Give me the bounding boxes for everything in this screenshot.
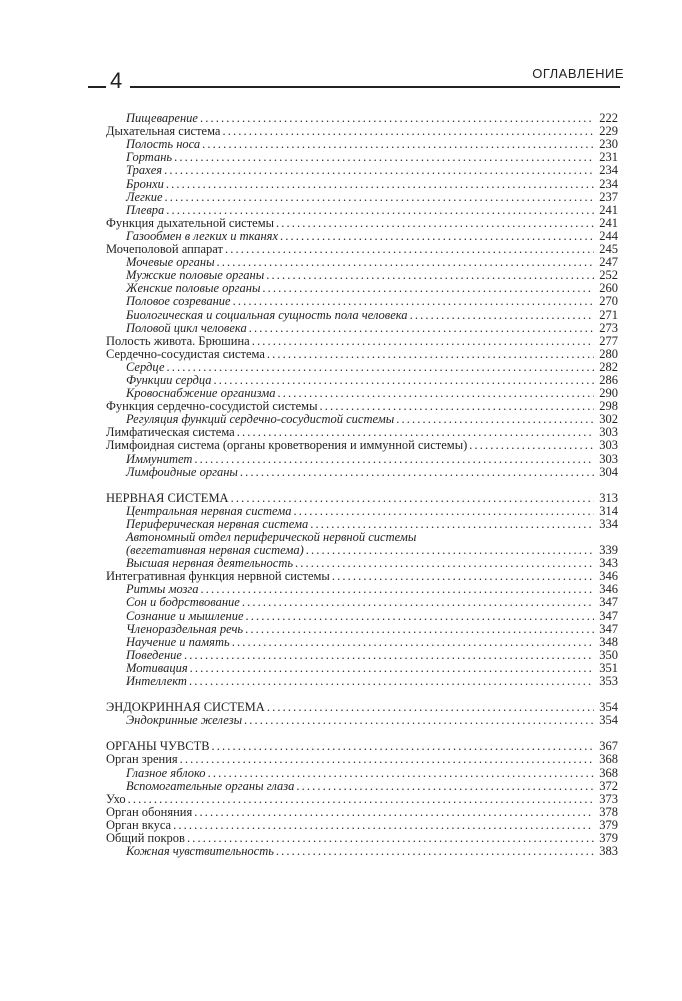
- dot-leader: [200, 112, 594, 125]
- page-number: 4: [110, 68, 123, 93]
- toc-entry: [106, 164, 618, 177]
- toc-entry-title: Иммунитет: [126, 451, 193, 466]
- toc-entry: [106, 662, 618, 675]
- toc-entry: [106, 701, 618, 714]
- section-gap: [106, 727, 618, 740]
- toc-entry-title: Ритмы мозга: [126, 582, 199, 597]
- toc-entry-page: 303: [599, 438, 618, 453]
- toc-entry-title: Центральная нервная система: [126, 503, 292, 518]
- dot-leader: [276, 845, 594, 858]
- toc-entry: [106, 217, 618, 230]
- dot-leader: [232, 636, 594, 649]
- toc-entry-title: Автономный отдел периферической нервной системы: [126, 530, 417, 544]
- toc-entry-page: 241: [599, 202, 618, 217]
- dot-leader: [246, 610, 594, 623]
- toc-entry-title: Орган вкуса: [106, 817, 172, 832]
- toc-entry: [106, 413, 618, 426]
- dot-leader: [173, 819, 594, 832]
- dot-leader: [240, 466, 594, 479]
- toc-entry-title: Глазное яблоко: [126, 765, 206, 780]
- toc-entry-page: 286: [599, 372, 618, 387]
- toc-entry-page: 343: [599, 556, 618, 571]
- toc-entry-page: 379: [599, 830, 618, 845]
- toc-entry: [106, 439, 618, 452]
- dot-leader: [194, 453, 594, 466]
- toc-entry: [106, 452, 618, 465]
- toc-entry-page: 231: [599, 150, 618, 165]
- dot-leader: [280, 230, 594, 243]
- toc-entry-page: 298: [599, 399, 618, 414]
- toc-entry-page: 368: [599, 765, 618, 780]
- toc-entry-page: 346: [599, 582, 618, 597]
- toc-entry-page: 271: [599, 307, 618, 322]
- toc-entry-title: Общий покров: [106, 830, 185, 845]
- toc-entry: [106, 125, 618, 138]
- toc-entry: [106, 322, 618, 335]
- dot-leader: [267, 701, 594, 714]
- toc-entry-page: 350: [599, 647, 618, 662]
- toc-entry-page: 222: [599, 111, 618, 126]
- toc-entry: [106, 740, 618, 753]
- toc-entry: [106, 230, 618, 243]
- toc-entry-title: Женские половые органы: [126, 281, 261, 296]
- toc-entry-title: Ухо: [106, 791, 126, 806]
- toc-entry: [106, 819, 618, 832]
- dot-leader: [332, 570, 594, 583]
- toc-entry-page: 347: [599, 621, 618, 636]
- toc-entry-title: Мочевые органы: [126, 255, 215, 270]
- toc-entry-page: 372: [599, 778, 618, 793]
- toc-entry-title: Лимфоидная система (органы кроветворения и иммунной системы): [106, 438, 468, 453]
- toc-entry: [106, 544, 618, 557]
- toc-entry-title: Вспомогательные органы глаза: [126, 778, 295, 793]
- toc-entry-title: Интегративная функция нервной системы: [106, 569, 330, 584]
- dot-leader: [166, 178, 594, 191]
- toc-entry-title: Лимфоидные органы: [126, 464, 238, 479]
- toc-entry-title: Мочеполовой аппарат: [106, 242, 223, 257]
- dot-leader: [189, 675, 594, 688]
- toc-entry-title: Лимфатическая система: [106, 425, 235, 440]
- dot-leader: [242, 596, 594, 609]
- toc-entry-page: 290: [599, 386, 618, 401]
- dot-leader: [214, 374, 594, 387]
- dot-leader: [293, 505, 594, 518]
- toc-entry: [106, 518, 618, 531]
- toc-entry: [106, 295, 618, 308]
- toc-entry: [106, 557, 618, 570]
- dot-leader: [306, 544, 594, 557]
- dot-leader: [252, 335, 594, 348]
- section-gap: [106, 479, 618, 492]
- dot-leader: [267, 348, 594, 361]
- dot-leader: [166, 204, 594, 217]
- toc-entry-title: Сон и бодрствование: [126, 595, 240, 610]
- dot-leader: [217, 256, 594, 269]
- toc-entry-page: 282: [599, 359, 618, 374]
- dot-leader: [202, 138, 594, 151]
- toc-entry-title: Полость носа: [126, 137, 201, 152]
- toc-entry: [106, 832, 618, 845]
- toc-entry-page: 244: [599, 228, 618, 243]
- dot-leader: [187, 832, 594, 845]
- toc-entry-page: 245: [599, 242, 618, 257]
- toc-entry: [106, 636, 618, 649]
- dot-leader: [184, 649, 594, 662]
- toc-entry: [106, 348, 618, 361]
- dot-leader: [174, 151, 594, 164]
- dot-leader: [237, 426, 594, 439]
- toc-entry-page: 379: [599, 817, 618, 832]
- toc-entry: [106, 793, 618, 806]
- toc-entry-title: Гортань: [126, 150, 173, 165]
- toc-entry-title: Мотивация: [126, 660, 188, 675]
- toc-entry-page: 383: [599, 844, 618, 859]
- toc-entry: [106, 753, 618, 766]
- toc-entry-page: 241: [599, 215, 618, 230]
- dot-leader: [208, 767, 594, 780]
- toc-entry-page: 230: [599, 137, 618, 152]
- toc-entry-page: 346: [599, 569, 618, 584]
- toc-entry-page: 347: [599, 595, 618, 610]
- toc-entry-page: 234: [599, 163, 618, 178]
- dot-leader: [245, 623, 594, 636]
- toc-entry: [106, 492, 618, 505]
- dot-leader: [396, 413, 594, 426]
- toc-entry-page: 314: [599, 503, 618, 518]
- toc-entry: [106, 361, 618, 374]
- toc-entry: [106, 806, 618, 819]
- toc-entry: [106, 269, 618, 282]
- toc-entry-title: Трахея: [126, 163, 163, 178]
- toc-entry: [106, 256, 618, 269]
- dot-leader: [201, 583, 594, 596]
- toc-entry: [106, 570, 618, 583]
- toc-entry-page: 334: [599, 516, 618, 531]
- dot-leader: [469, 439, 594, 452]
- toc-entry-title: Высшая нервная деятельность: [126, 556, 294, 571]
- dot-leader: [262, 282, 594, 295]
- toc-entry-title: Поведение: [126, 647, 182, 662]
- toc-entry-page: 273: [599, 320, 618, 335]
- toc-entry: [106, 138, 618, 151]
- toc-entry-title: Кровоснабжение организма: [126, 386, 276, 401]
- toc-entry: [106, 400, 618, 413]
- toc-entry: [106, 845, 618, 858]
- section-gap: [106, 688, 618, 701]
- dot-leader: [180, 753, 594, 766]
- toc-entry-title: Дыхательная система: [106, 124, 221, 139]
- toc-entry-title: Кожная чувствительность: [126, 844, 274, 859]
- toc-entry: [106, 282, 618, 295]
- toc-entry: [106, 191, 618, 204]
- toc-entry-title: (вегетативная нервная система): [126, 543, 304, 558]
- dot-leader: [222, 125, 594, 138]
- toc-entry-page: 354: [599, 700, 618, 715]
- toc-entry-page: 303: [599, 425, 618, 440]
- dot-leader: [165, 191, 594, 204]
- dot-leader: [277, 387, 594, 400]
- toc-entry-title: Членораздельная речь: [126, 621, 244, 636]
- toc-entry-title: НЕРВНАЯ СИСТЕМА: [106, 490, 229, 505]
- toc-entry-page: 347: [599, 608, 618, 623]
- table-of-contents: [106, 112, 618, 858]
- toc-entry-title: Эндокринные железы: [126, 713, 243, 728]
- toc-entry-title: Орган обоняния: [106, 804, 193, 819]
- toc-entry: [106, 204, 618, 217]
- header-rule-left: [88, 86, 106, 88]
- toc-entry: [106, 243, 618, 256]
- toc-entry-title: Функция сердечно-сосудистой системы: [106, 399, 318, 414]
- toc-entry-title: Биологическая и социальная сущность пола человека: [126, 307, 408, 322]
- dot-leader: [194, 806, 594, 819]
- dot-leader: [190, 662, 594, 675]
- toc-entry-page: 354: [599, 713, 618, 728]
- toc-entry: [106, 675, 618, 688]
- toc-entry-title: Функции сердца: [126, 372, 212, 387]
- dot-leader: [233, 295, 594, 308]
- toc-entry: [106, 335, 618, 348]
- toc-entry-title: Сердце: [126, 359, 165, 374]
- toc-entry-page: 247: [599, 255, 618, 270]
- dot-leader: [225, 243, 594, 256]
- dot-leader: [276, 217, 594, 230]
- toc-entry-page: 260: [599, 281, 618, 296]
- toc-entry-title: ОРГАНЫ ЧУВСТВ: [106, 739, 210, 754]
- toc-entry-page: 252: [599, 268, 618, 283]
- toc-entry: [106, 766, 618, 779]
- toc-entry-page: 367: [599, 739, 618, 754]
- toc-entry-title: ЭНДОКРИННАЯ СИСТЕМА: [106, 700, 265, 715]
- toc-entry-title: Научение и память: [126, 634, 230, 649]
- toc-entry-title: Мужские половые органы: [126, 268, 265, 283]
- toc-entry: [106, 466, 618, 479]
- toc-entry-page: 304: [599, 464, 618, 479]
- toc-entry: [106, 714, 618, 727]
- toc-entry-page: 373: [599, 791, 618, 806]
- dot-leader: [128, 793, 594, 806]
- dot-leader: [319, 400, 594, 413]
- toc-entry-title: Регуляция функций сердечно-сосудистой системы: [126, 412, 395, 427]
- toc-entry-page: 280: [599, 346, 618, 361]
- toc-entry: [106, 649, 618, 662]
- toc-entry-page: 353: [599, 674, 618, 689]
- toc-entry: [106, 112, 618, 125]
- toc-entry: [106, 780, 618, 793]
- running-title: ОГЛАВЛЕНИЕ: [532, 66, 624, 81]
- toc-entry-page: 351: [599, 660, 618, 675]
- toc-entry-title: Плевра: [126, 202, 165, 217]
- dot-leader: [164, 164, 594, 177]
- toc-entry-page: 303: [599, 451, 618, 466]
- toc-entry-page: 348: [599, 634, 618, 649]
- dot-leader: [167, 361, 595, 374]
- toc-entry: [106, 177, 618, 190]
- toc-entry-title: Орган зрения: [106, 752, 178, 767]
- toc-entry: [106, 426, 618, 439]
- toc-entry-title: Половой цикл человека: [126, 320, 247, 335]
- toc-entry: [106, 151, 618, 164]
- toc-entry: [106, 583, 618, 596]
- toc-entry-page: 339: [599, 543, 618, 558]
- toc-entry-title: Бронхи: [126, 176, 164, 191]
- dot-leader: [212, 740, 594, 753]
- toc-entry-page: 313: [599, 490, 618, 505]
- dot-leader: [310, 518, 594, 531]
- toc-entry-title: Интеллект: [126, 674, 187, 689]
- toc-entry-title: Полость живота. Брюшина: [106, 333, 250, 348]
- toc-entry-title: Газообмен в легких и тканях: [126, 228, 279, 243]
- toc-entry-page: 270: [599, 294, 618, 309]
- header-rule: [130, 86, 620, 88]
- toc-entry: [106, 308, 618, 321]
- dot-leader: [410, 309, 594, 322]
- toc-entry-title: Сердечно-сосудистая система: [106, 346, 265, 361]
- dot-leader: [249, 322, 594, 335]
- toc-entry: [106, 374, 618, 387]
- toc-entry: [106, 623, 618, 636]
- dot-leader: [296, 780, 594, 793]
- toc-entry-page: 378: [599, 804, 618, 819]
- dot-leader: [244, 714, 594, 727]
- dot-leader: [295, 557, 594, 570]
- toc-entry-title: Сознание и мышление: [126, 608, 244, 623]
- toc-entry-title: Легкие: [126, 189, 163, 204]
- toc-entry-page: 237: [599, 189, 618, 204]
- toc-entry: [106, 531, 618, 544]
- dot-leader: [266, 269, 594, 282]
- toc-entry-title: Половое созревание: [126, 294, 231, 309]
- toc-entry-title: Пищеварение: [126, 111, 198, 126]
- toc-entry-page: 229: [599, 124, 618, 139]
- toc-entry: [106, 505, 618, 518]
- dot-leader: [231, 492, 594, 505]
- toc-entry-page: 277: [599, 333, 618, 348]
- toc-entry-title: Функция дыхательной системы: [106, 215, 275, 230]
- toc-entry: [106, 609, 618, 622]
- toc-entry: [106, 596, 618, 609]
- toc-entry-page: 302: [599, 412, 618, 427]
- toc-entry-title: Периферическая нервная система: [126, 516, 309, 531]
- toc-entry: [106, 387, 618, 400]
- toc-entry-page: 234: [599, 176, 618, 191]
- toc-entry-page: 368: [599, 752, 618, 767]
